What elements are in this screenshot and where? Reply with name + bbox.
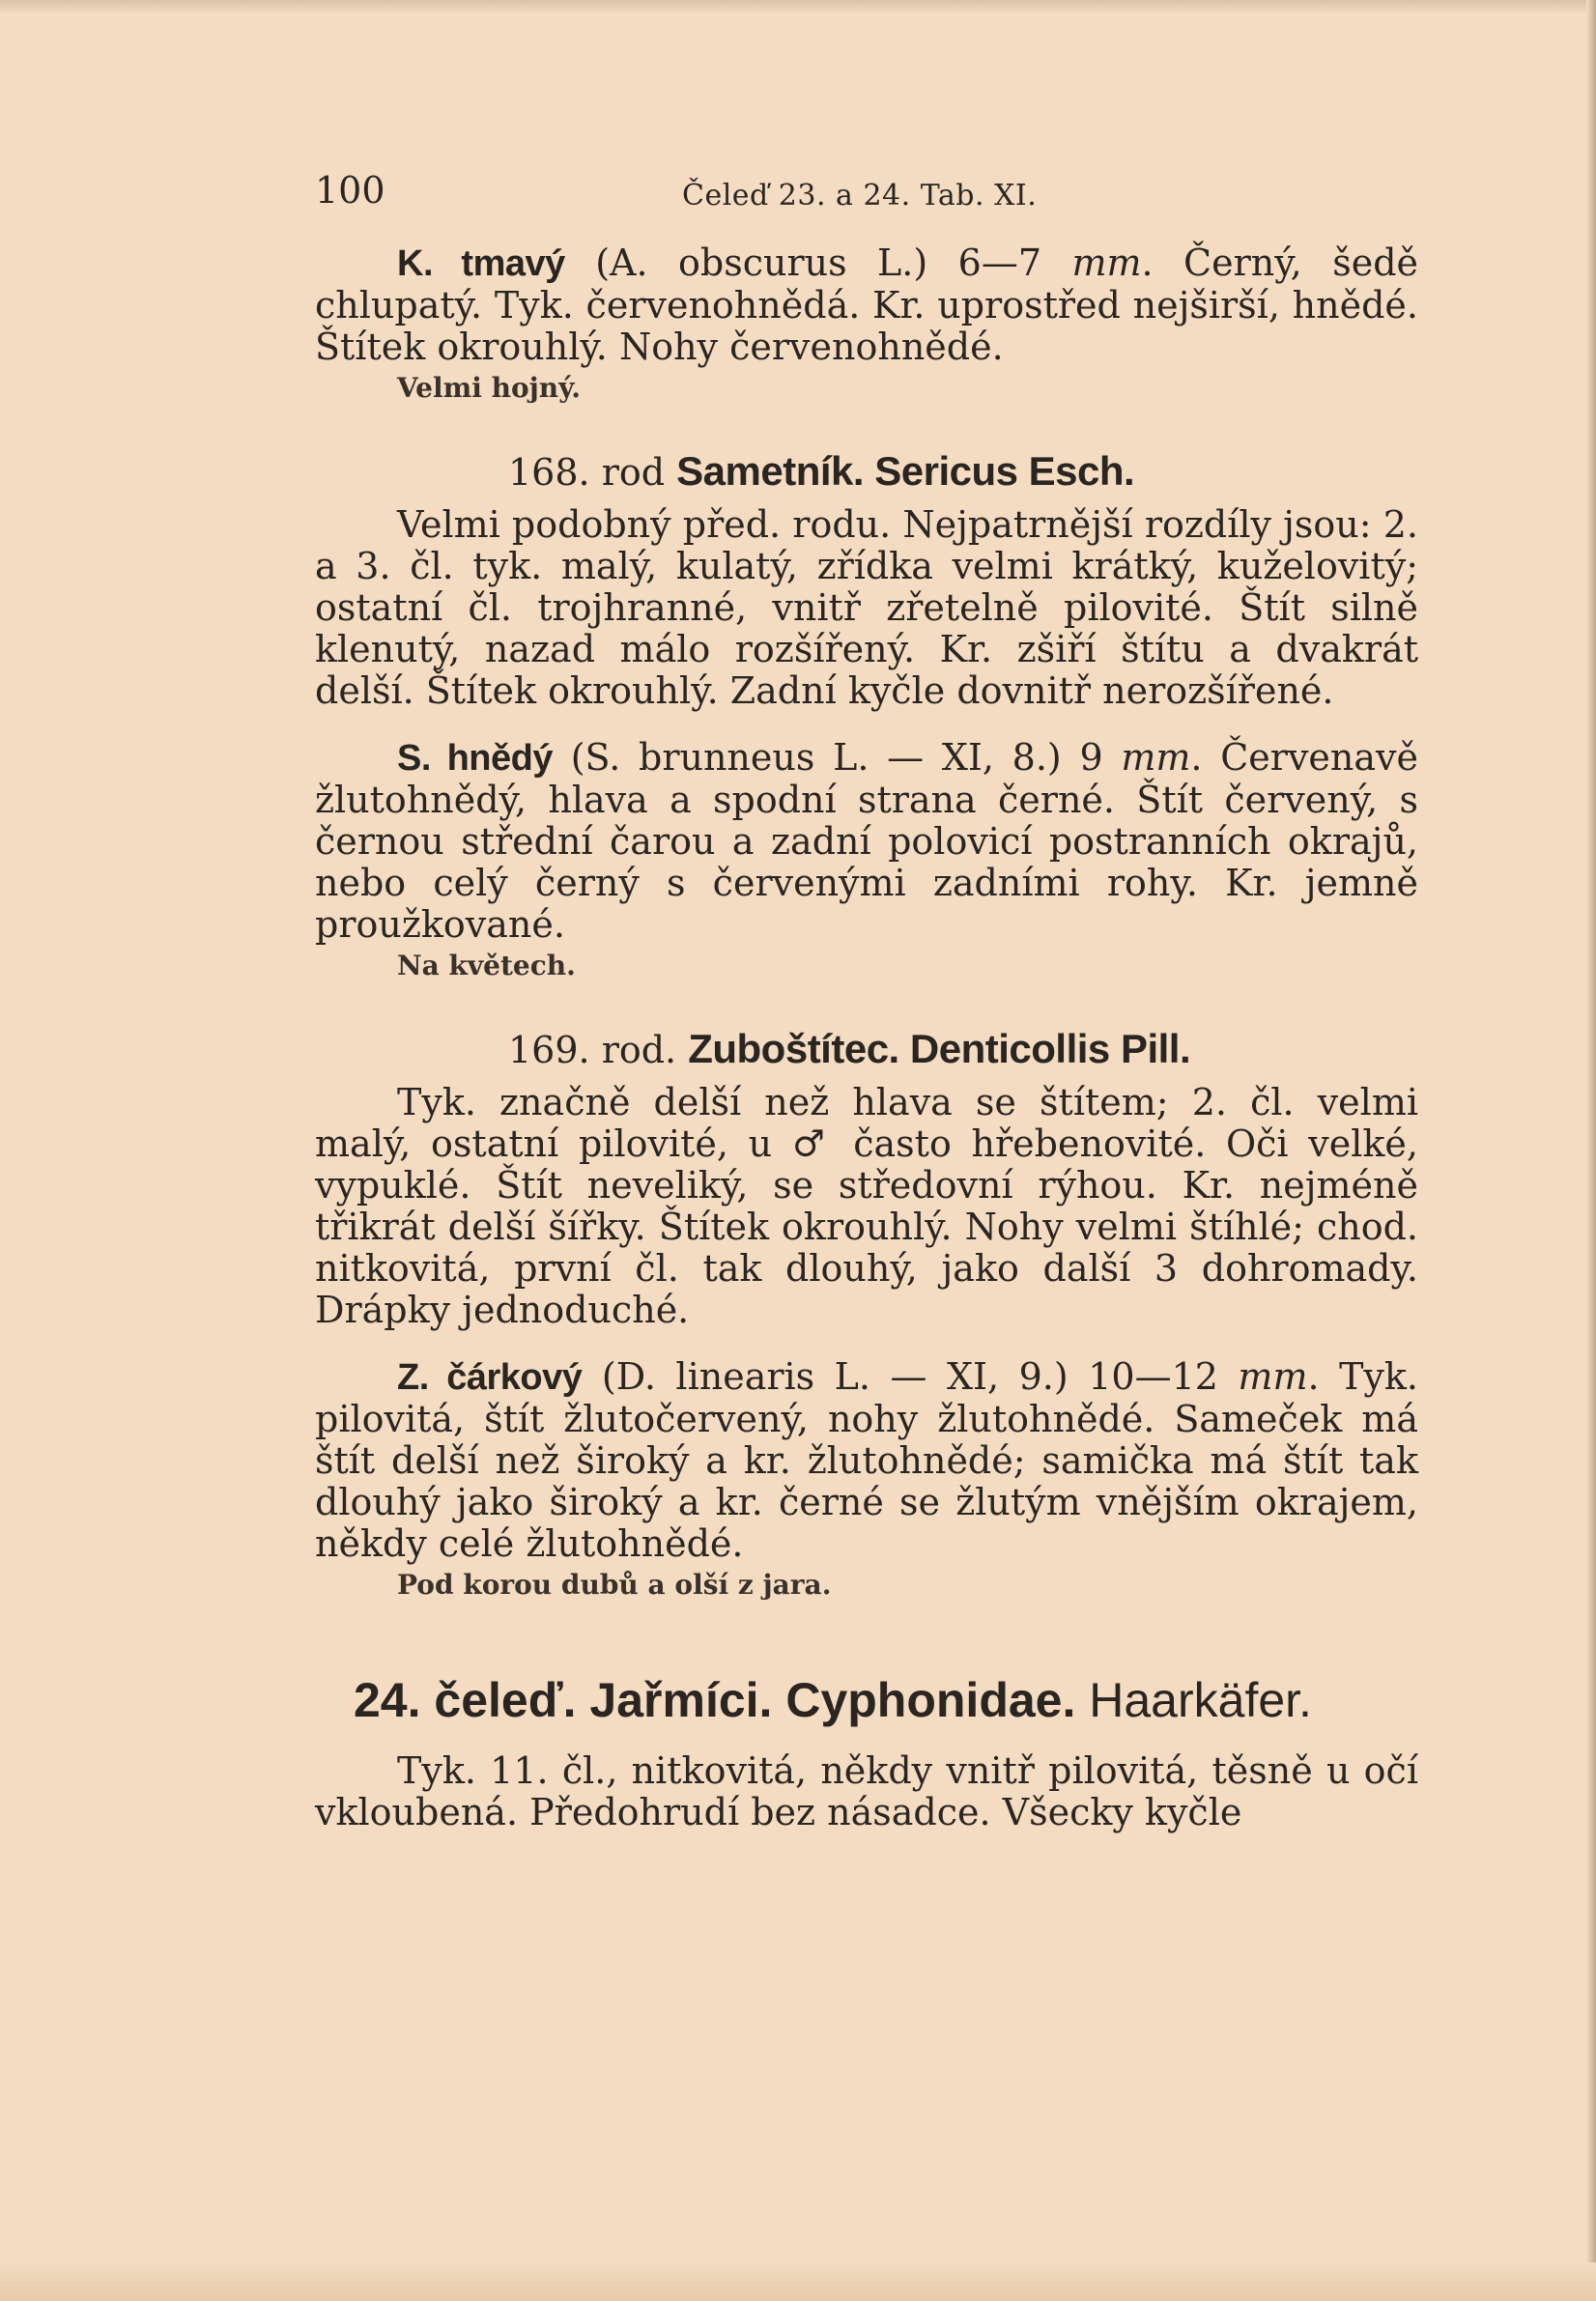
- species-lead: (A. obscurus L.) 6—7: [564, 241, 1072, 284]
- genus-description-168: Velmi podobný před. rodu. Nejpatrnější rozdíly jsou: 2. a 3. čl. tyk. malý, kulatý, zřídka velmi krátký, kuželovitý; ostatní čl. trojhranné, vnitř zřetelně pilovité. Štít silně klenutý, nazad málo rozšířený. Kr. zšiří štítu a dvakrát delší. Štítek okrouhlý. Zadní kyčle dovnitř nerozšířené.: [315, 503, 1418, 712]
- genus-name: Sametník. Sericus Esch.: [676, 448, 1135, 494]
- species-description: . Černý, šedě chlupatý. Tyk. červenohnědá. Kr. uprostřed nejširší, hnědé. Štítek okrouhlý. Nohy červenohnědé.: [315, 241, 1419, 368]
- genus-heading-169: [315, 1027, 1418, 1072]
- page-edge-right: [1586, 0, 1596, 2301]
- species-name: K. tmavý: [397, 243, 565, 284]
- genus-number: 168. rod: [508, 451, 677, 494]
- species-note: Na květech.: [397, 950, 576, 981]
- species-entry-tmavy: [315, 242, 1418, 368]
- species-note: Velmi hojný.: [397, 372, 581, 404]
- page-edge-bottom: [0, 2262, 1596, 2301]
- species-entry-hnedy: [315, 737, 1418, 946]
- unit: mm: [1071, 241, 1142, 284]
- genus-description-169: Tyk. značně delší než hlava se štítem; 2. čl. velmi malý, ostatní pilovité, u ♂ často hřebenovité. Oči velké, vypuklé. Štít neveliký, se středovní rýhou. Kr. nejméně třikrát delší šířky. Štítek okrouhlý. Nohy velmi štíhlé; chod. nitkovitá, první čl. tak dlouhý, jako další 3 dohromady. Drápky jednoduché.: [315, 1081, 1418, 1331]
- family-heading-bold: 24. čeleď. Jařmíci. Cyphonidae.: [354, 1673, 1076, 1727]
- species-description: . Červenavě žlutohnědý, hlava a spodní strana černé. Štít červený, s černou střední čarou a zadní polovicí postranních okrajů, nebo celý černý s červenými zadními rohy. Kr. jemně proužkované.: [315, 736, 1418, 946]
- species-lead: (D. linearis L. — XI, 9.) 10—12: [582, 1355, 1239, 1398]
- family-description-24: Tyk. 11. čl., nitkovitá, někdy vnitř pilovitá, těsně u očí vkloubená. Předohrudí bez násadce. Všecky kyčle: [315, 1749, 1418, 1833]
- species-name: S. hnědý: [397, 738, 553, 779]
- page-number: 100: [315, 169, 385, 212]
- page-content: [315, 159, 1418, 1833]
- species-description: . Tyk. pilovitá, štít žlutočervený, nohy žlutohnědé. Sameček má štít delší než široký a kr. žlutohnědé; samička má štít tak dlouhý jako široký a kr. černé se žlutým vnějším okrajem, někdy celé žlutohnědé.: [315, 1355, 1418, 1565]
- species-name: Z. čárkový: [397, 1357, 583, 1398]
- species-note: Pod korou dubů a olší z jara.: [397, 1569, 832, 1601]
- running-head: Čeleď 23. a 24. Tab. XI.: [682, 179, 1038, 213]
- genus-number: 169. rod.: [508, 1029, 689, 1071]
- family-heading-german: Haarkäfer.: [1075, 1673, 1312, 1727]
- unit: mm: [1238, 1355, 1308, 1398]
- family-heading-24: [315, 1671, 1418, 1729]
- species-lead: (S. brunneus L. — XI, 8.) 9: [553, 736, 1122, 779]
- unit: mm: [1121, 736, 1191, 779]
- genus-heading-168: [315, 449, 1418, 495]
- species-entry-carkovy: [315, 1356, 1418, 1565]
- page-header: [315, 159, 1418, 217]
- genus-name: Zuboštítec. Denticollis Pill.: [688, 1026, 1191, 1071]
- page-edge-top: [0, 0, 1596, 14]
